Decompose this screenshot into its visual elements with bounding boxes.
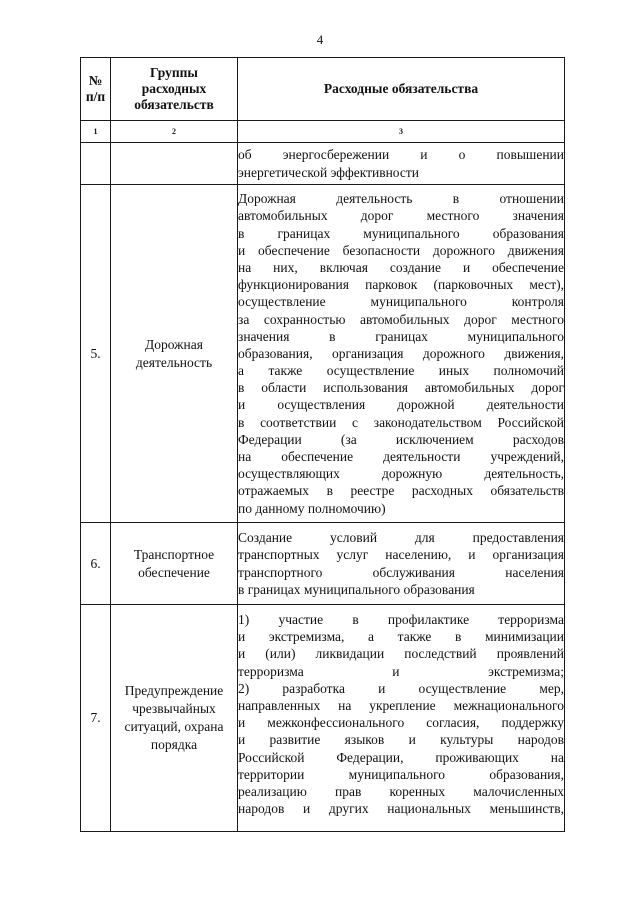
header-groups: Группы расходных обязательств [111, 58, 238, 121]
obligation-text-line: транспортных услуг населению, и организация [238, 547, 564, 563]
obligation-text-line: автомобильных дорог местного значения [238, 208, 564, 224]
group-label-line: Предупреждение [124, 683, 224, 698]
column-number: 2 [111, 121, 238, 143]
table-row [81, 605, 565, 832]
obligation-text-line: Дорожная деятельность в отношении [238, 191, 564, 207]
row-group [111, 185, 238, 523]
obligation-text-line: 2) разработка и осуществление мер, [238, 680, 564, 696]
group-label-line: деятельность [135, 354, 213, 370]
row-group [111, 143, 238, 185]
obligation-text-line: и обеспечение безопасности дорожного движения [238, 242, 564, 258]
header-number: № п/п [81, 58, 111, 121]
header-obligations: Расходные обязательства [238, 58, 565, 121]
table-row [81, 143, 565, 185]
obligation-text-line: в области использования автомобильных дорог [238, 380, 564, 396]
obligation-text-line: в границах муниципального образования [238, 225, 564, 241]
table-header-row [81, 58, 565, 121]
obligation-text-line: отражаемых в реестре расходных обязательств [238, 483, 564, 499]
obligation-text-line: в соответствии с законодательством Российской [238, 414, 564, 430]
expenditure-obligations-table [80, 57, 565, 832]
row-group [111, 605, 238, 832]
obligation-text-line: территории муниципального образования, [238, 766, 564, 782]
obligation-text-line: по данному полномочию) [238, 500, 386, 516]
row-group [111, 523, 238, 605]
obligation-text-line: Создание условий для предоставления [238, 530, 564, 546]
group-label-line: ситуаций, охрана [124, 719, 224, 734]
row-number: 7. [81, 605, 111, 832]
column-number-row [81, 121, 565, 143]
obligation-text-line: 1) участие в профилактике терроризма [238, 612, 564, 627]
obligation-text-line: Российской Федерации, проживающих на [238, 749, 564, 765]
obligation-text-line: народов и других национальных меньшинств, [238, 801, 564, 817]
column-number: 1 [81, 121, 111, 143]
group-label-line: Дорожная [145, 336, 203, 352]
obligation-text-line: на них, включая создание и обеспечение [238, 259, 564, 275]
row-obligations [238, 185, 565, 523]
obligation-text-line: и осуществления дорожной деятельности [238, 397, 564, 413]
obligation-text-line: и межконфессионального согласия, поддержку [238, 715, 564, 731]
obligation-text-line: и (или) ликвидации последствий проявлений [238, 646, 564, 662]
page-number: 4 [316, 32, 324, 47]
group-label-line: обеспечение [138, 564, 210, 580]
row-obligations [238, 605, 565, 832]
column-number: 3 [238, 121, 565, 143]
group-label-line: Транспортное [133, 546, 215, 562]
obligation-text-line: за сохранностью автомобильных дорог местного [238, 311, 564, 327]
obligation-text-line: Федерации (за исключением расходов [238, 431, 564, 447]
obligation-text-line: на обеспечение деятельности учреждений, [238, 449, 564, 465]
obligation-text-line: значения в границах муниципального [238, 328, 564, 344]
obligation-text-line: транспортного обслуживания населения [238, 564, 564, 580]
obligation-text-line: и экстремизма, а также в минимизации [238, 629, 564, 645]
row-number: 5. [81, 185, 111, 523]
group-label-line: порядка [150, 737, 198, 752]
obligation-text-line: в границах муниципального образования [238, 581, 475, 597]
obligation-text-line: функционирования парковок (парковочных мест), [238, 277, 564, 293]
obligation-text-line: а также осуществление иных полномочий [238, 363, 564, 379]
table-row [81, 523, 565, 605]
table-row [81, 185, 565, 523]
obligation-text-line: и развитие языков и культуры народов [238, 732, 564, 748]
obligation-text-line: об энергосбережении и о повышении [238, 147, 564, 163]
obligation-text-line: осуществление муниципального контроля [238, 294, 564, 310]
obligation-text-line: терроризма и экстремизма; [238, 663, 564, 679]
row-obligations [238, 523, 565, 605]
row-number: 6. [81, 523, 111, 605]
obligation-text-line: реализацию прав коренных малочисленных [238, 783, 564, 799]
obligation-text-line: образования, организация дорожного движения, [238, 345, 564, 361]
obligation-text-line: осуществляющих дорожную деятельность, [238, 466, 564, 482]
row-number [81, 143, 111, 185]
group-label-line: чрезвычайных [132, 701, 216, 716]
row-obligations [238, 143, 565, 185]
obligation-text-line: энергетической эффективности [238, 164, 419, 180]
obligation-text-line: направленных на укрепление межнационального [238, 697, 564, 713]
